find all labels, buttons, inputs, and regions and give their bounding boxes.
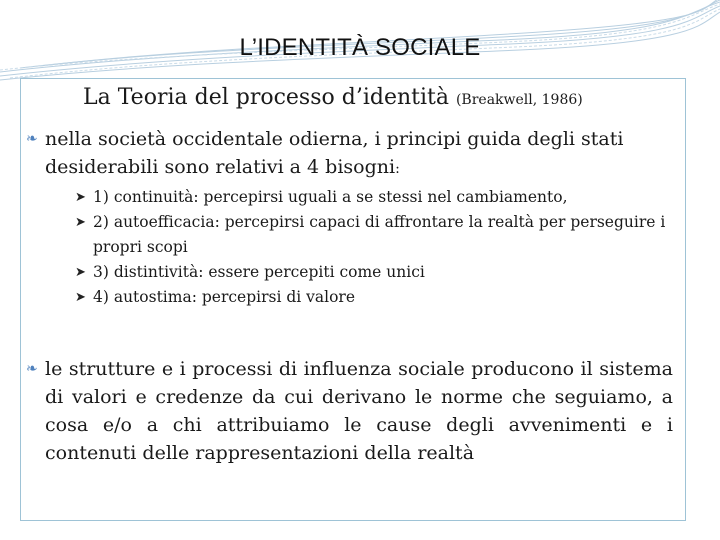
list-item: [75, 185, 675, 210]
paragraph-1: [26, 125, 673, 183]
list-item: [75, 260, 675, 285]
need-text: 2) autoefficacia: percepirsi capaci di affrontare la realtà per perseguire i propri scopi: [93, 213, 666, 256]
section-subtitle: [83, 85, 583, 110]
curl-bullet-icon: ❧: [26, 131, 38, 147]
subtitle-citation: (Breakwell, 1986): [455, 92, 583, 108]
paragraph-1-text: nella società occidentale odierna, i principi guida degli stati desiderabili sono relativi a 4 bisogni: [45, 128, 624, 178]
arrow-bullet-icon: ➤: [75, 190, 86, 205]
paragraph-2-text: le strutture e i processi di influenza sociale producono il sistema di valori e credenze da cui derivano le norme che seguiamo, a cosa e/o a chi attribuiamo le cause degli avvenimenti e i contenuti delle rappresentazioni della realtà: [45, 358, 673, 464]
needs-list: [75, 185, 675, 310]
paragraph-1-colon: :: [395, 161, 400, 177]
subtitle-main: La Teoria del processo d’identità: [83, 85, 449, 110]
curl-bullet-icon: ❧: [26, 361, 38, 377]
need-text: 4) autostima: percepirsi di valore: [93, 288, 356, 306]
paragraph-2: [26, 355, 673, 467]
content-box: [20, 78, 686, 521]
need-text: 3) distintività: essere percepiti come unici: [93, 263, 425, 281]
arrow-bullet-icon: ➤: [75, 290, 86, 305]
slide-title: L’IDENTITÀ SOCIALE: [239, 34, 481, 61]
arrow-bullet-icon: ➤: [75, 265, 86, 280]
need-text: 1) continuità: percepirsi uguali a se stessi nel cambiamento,: [93, 188, 568, 206]
list-item: [75, 285, 675, 310]
arrow-bullet-icon: ➤: [75, 215, 86, 230]
list-item: [75, 210, 675, 260]
